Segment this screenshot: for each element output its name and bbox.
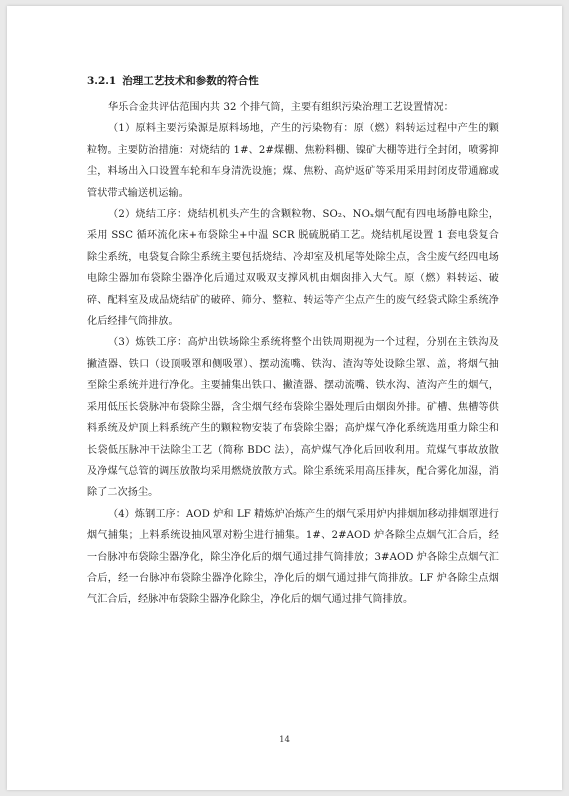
page-content [87,73,499,611]
paragraph-intro: 华乐合金共评估范围内共 32 个排气筒，主要有组织污染治理工艺设置情况： [108,102,454,113]
section-number: 3.2.1 [87,75,117,87]
paragraph-steelmaking: （4）炼钢工序：AOD 炉和 LF 精炼炉冶炼产生的烟气采用炉内排烟加移动排烟罩进行烟气捕集；上料系统设抽风罩对粉尘进行捕集。1#、2#AOD 炉各除尘点烟气汇合后，经一台脉冲布袋除尘器净化，除尘净化后的烟气通过排气筒排放；3#AOD 炉各除尘点烟气汇合后，经一台脉冲布袋除尘器净化除尘，净化后的烟气通过排气筒排放。LF 炉各除尘点烟气汇合后，经脉冲布袋除尘器净化除尘，净化后的烟气通过排气筒排放。 [87,508,499,606]
paragraph-sintering: （2）烧结工序：烧结机机头产生的含颗粒物、SO₂、NOₓ烟气配有四电场静电除尘，采用 SSC 循环流化床+布袋除尘+中温 SCR 脱硫脱硝工艺。烧结机尾设置 1 套电袋复合除尘系统，电袋复合除尘系统主要包括烧结、冷却室及机尾等处除尘点，含尘废气经四电场电除尘器加布袋除尘器净化后通过双吸双支撑风机由烟囱排入大气。原（燃）料转运、破碎、配料室及成品烧结矿的破碎、筛分、整粒、转运等产尘点产生的废气经袋式除尘系统净化后经排气筒排放。 [87,209,499,328]
section-heading [87,73,499,90]
page-number: 14 [279,735,290,745]
section-title: 治理工艺技术和参数的符合性 [122,75,259,87]
document-page [7,6,562,790]
paragraph-ironmaking: （3）炼铁工序：高炉出铁场除尘系统将整个出铁周期视为一个过程，分别在主铁沟及撇渣器、铁口（设顶吸罩和侧吸罩）、摆动流嘴、铁沟、渣沟等处设除尘罩、盖，将烟气抽至除尘系统并进行净化。主要捕集出铁口、撇渣器、摆动流嘴、铁水沟、渣沟产生的烟气，采用低压长袋脉冲布袋除尘器，含尘烟气经布袋除尘器处理后由烟囱外排。矿槽、焦槽等供料系统及炉顶上料系统产生的颗粒物安装了布袋除尘器；高炉煤气净化系统选用重力除尘和长袋低压脉冲干法除尘工艺（简称 BDC 法），高炉煤气净化后回收利用。荒煤气事故放散及净煤气总管的调压放散均采用燃烧放散方式。除尘系统采用高压排灰，配合雾化加湿，消除了二次扬尘。 [87,337,499,499]
paragraph-raw-material: （1）原料主要污染源是原料场地，产生的污染物有：原（燃）料转运过程中产生的颗粒物。主要防治措施：对烧结的 1#、2#煤棚、焦粉料棚、镍矿大棚等进行全封闭，喷雾抑尘，料场出入口设置车轮和车身清洗设施；煤、焦粉、高炉返矿等采用采用封闭皮带通廊或管状带式输送机运输。 [87,123,499,199]
